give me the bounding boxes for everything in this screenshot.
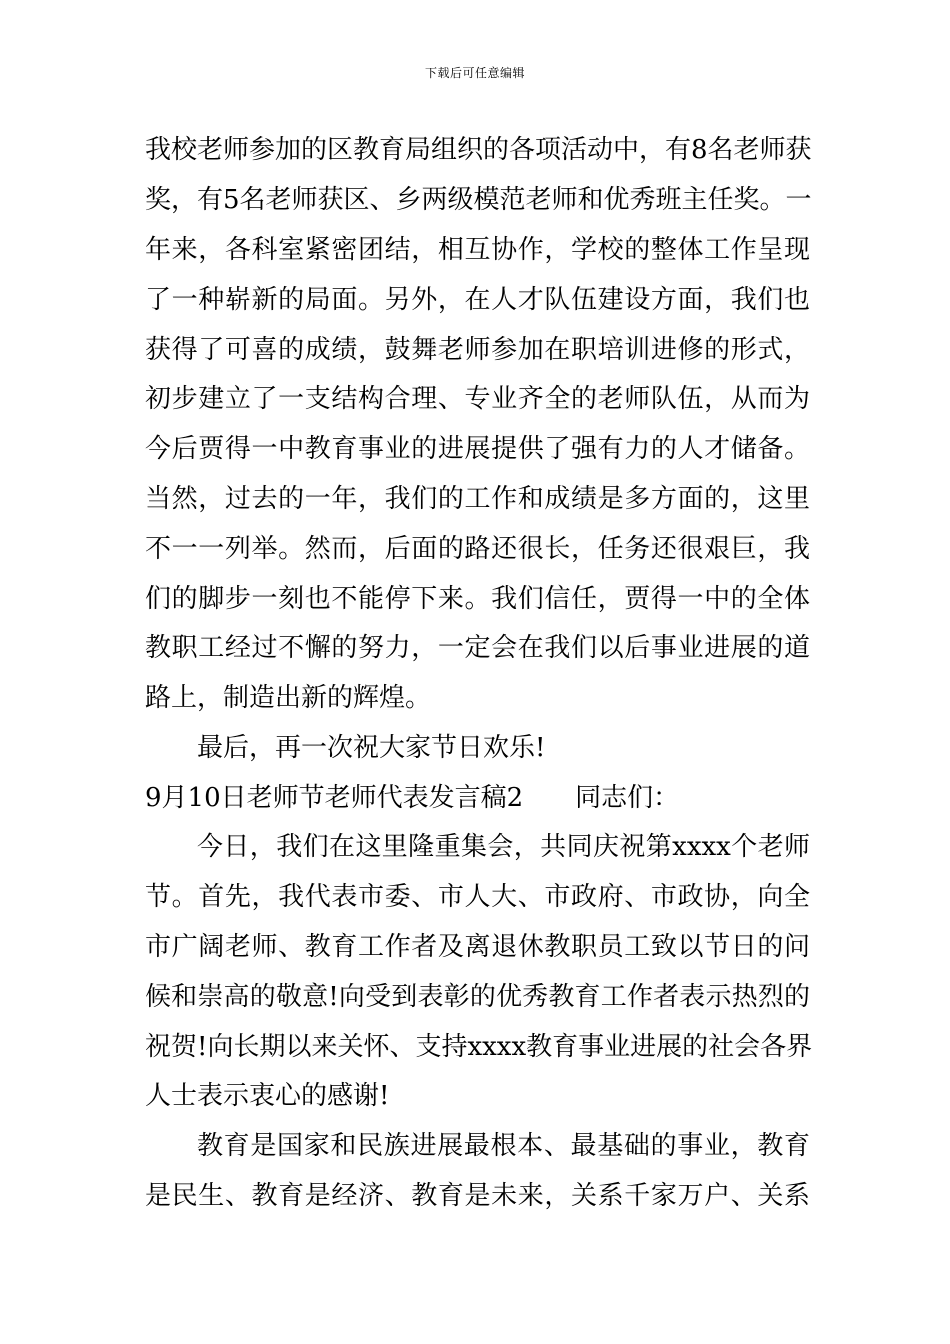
text-line: 路上，制造出新的辉煌。 <box>145 683 432 713</box>
text-line: 获得了可喜的成绩，鼓舞老师参加在职培训进修的形式， <box>145 335 810 365</box>
text-line: 年来，各科室紧密团结，相互协作，学校的整体工作呈现 <box>145 235 810 265</box>
text-line: 们的脚步一刻也不能停下来。我们信任，贾得一中的全体 <box>145 584 810 614</box>
text-line: 最后，再一次祝大家节日欢乐! <box>197 733 546 763</box>
text-line: 教职工经过不懈的努力，一定会在我们以后事业进展的道 <box>145 633 810 663</box>
text-line: 奖，有5名老师获区、乡两级模范老师和优秀班主任奖。一 <box>145 185 812 215</box>
text-line: 今日，我们在这里隆重集会，共同庆祝第xxxx个老师 <box>197 832 810 862</box>
text-line: 我校老师参加的区教育局组织的各项活动中，有8名老师获 <box>145 135 812 165</box>
text-line: 当然，过去的一年，我们的工作和成绩是多方面的，这里 <box>145 484 810 514</box>
text-line: 市广阔老师、教育工作者及离退休教职员工致以节日的问 <box>145 932 810 962</box>
page-header-note: 下载后可任意编辑 <box>424 66 525 80</box>
section-heading: 9月10日老师节老师代表发言稿2 同志们： <box>145 783 680 813</box>
text-line: 候和崇高的敬意!向受到表彰的优秀教育工作者表示热烈的 <box>145 982 810 1012</box>
text-line: 不一一列举。然而，后面的路还很长，任务还很艰巨，我 <box>145 534 810 564</box>
text-line: 祝贺!向长期以来关怀、支持xxxx教育事业进展的社会各界 <box>145 1032 813 1062</box>
text-line: 了一种崭新的局面。另外，在人才队伍建设方面，我们也 <box>145 285 810 315</box>
text-line: 今后贾得一中教育事业的进展提供了强有力的人才储备。 <box>145 434 810 464</box>
text-line: 初步建立了一支结构合理、专业齐全的老师队伍，从而为 <box>145 384 810 414</box>
text-line: 教育是国家和民族进展最根本、最基础的事业，教育 <box>197 1131 810 1161</box>
text-line: 人士表示衷心的感谢! <box>145 1081 390 1111</box>
text-line: 节。首先，我代表市委、市人大、市政府、市政协，向全 <box>145 882 810 912</box>
text-line: 是民生、教育是经济、教育是未来，关系千家万户、关系 <box>145 1181 810 1211</box>
